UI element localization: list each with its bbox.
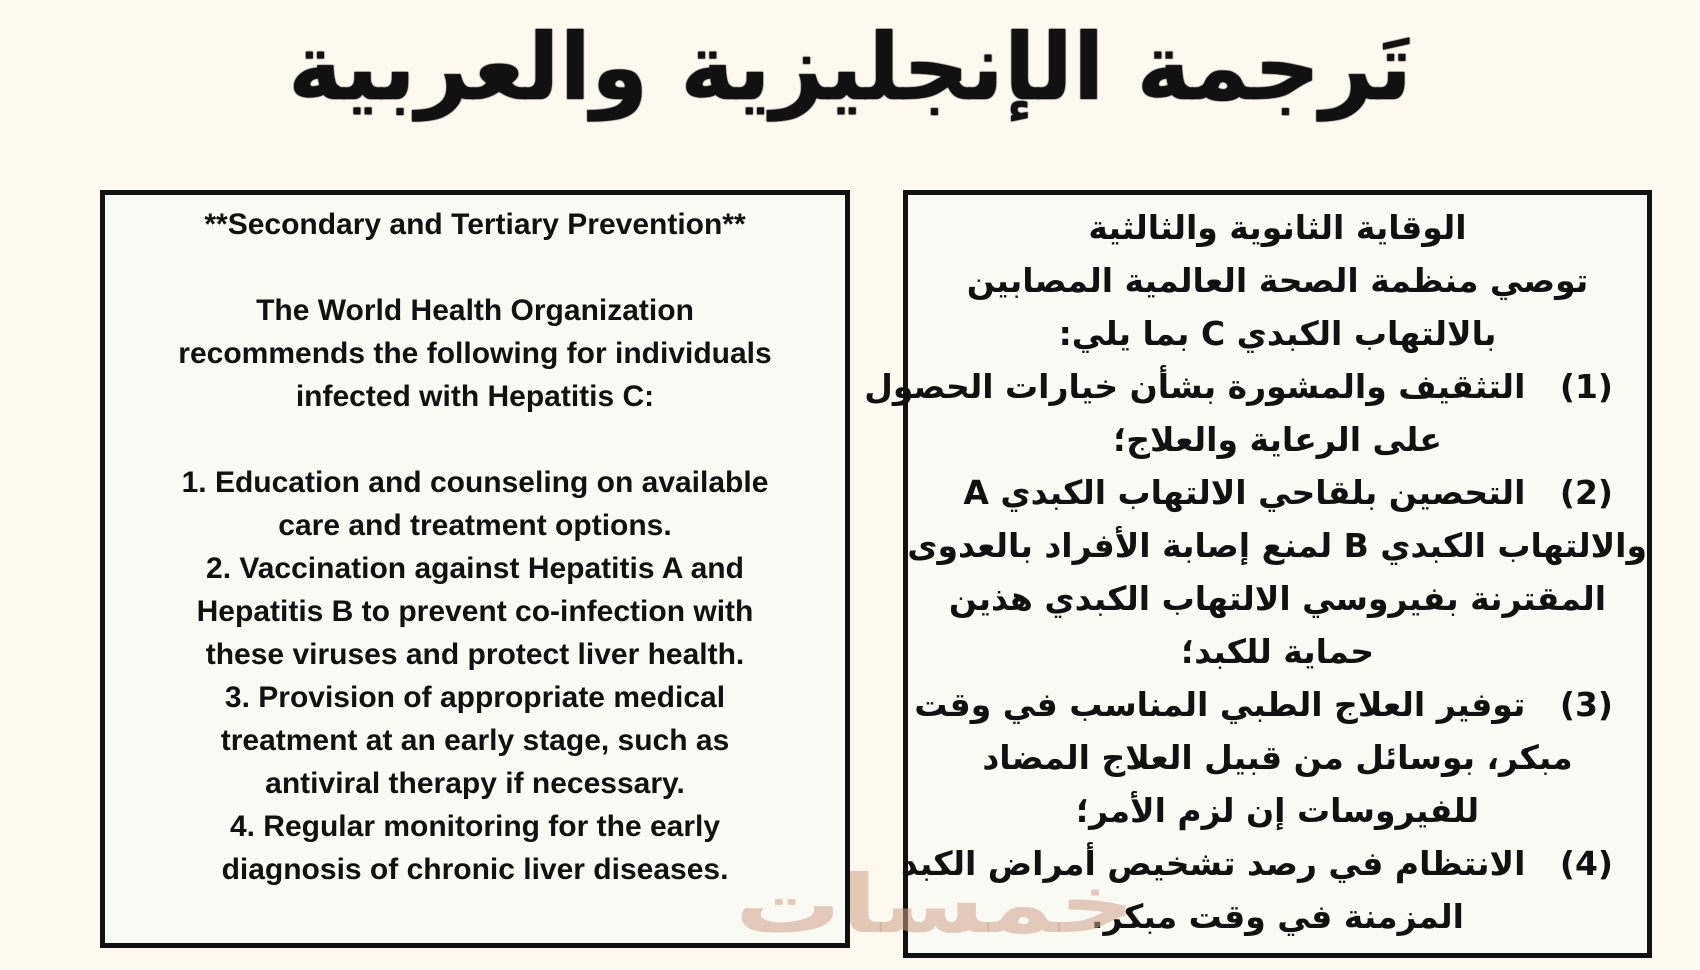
arabic-text-line: بالالتهاب الكبدي C بما يلي:	[1058, 314, 1497, 353]
english-list-line: 1. Education and counseling on available	[181, 466, 769, 499]
khamsat-watermark: خمسات	[735, 858, 1136, 951]
arabic-list-line: (3) توفير العلاج الطبي المناسب في وقت	[914, 685, 1613, 724]
english-blank-line	[105, 246, 845, 289]
arabic-text-line: للفيروسات إن لزم الأمر؛	[1075, 791, 1480, 830]
english-list-line: treatment at an early stage, such as	[220, 724, 730, 757]
english-list-line: 2. Vaccination against Hepatitis A and	[206, 552, 744, 585]
page-title: تَرجمة الإنجليزية والعربية	[287, 14, 1413, 121]
arabic-heading-line: الوقاية الثانوية والثالثية	[1088, 208, 1467, 247]
english-list-line: these viruses and protect liver health.	[205, 638, 745, 671]
arabic-list-line: (1) التثقيف والمشورة بشأن خيارات الحصول	[864, 367, 1613, 406]
english-list-line: 4. Regular monitoring for the early	[229, 810, 721, 843]
arabic-list-line: (2) التحصين بلقاحي الالتهاب الكبدي A	[963, 473, 1613, 512]
arabic-text-line: المزمنة في وقت مبكر.	[1091, 897, 1464, 936]
english-text-line: The World Health Organization	[256, 294, 694, 327]
arabic-translation-box	[864, 190, 1652, 958]
arabic-text-line: توصي منظمة الصحة العالمية المصابين	[966, 261, 1589, 300]
arabic-text-line: على الرعاية والعلاج؛	[1113, 420, 1442, 459]
english-blank-line	[105, 418, 845, 461]
english-heading-line: **Secondary and Tertiary Prevention**	[204, 208, 746, 241]
english-text-line: recommends the following for individuals	[178, 337, 772, 370]
english-translation-box	[100, 190, 850, 948]
arabic-list-line: (4) الانتظام في رصد تشخيص أمراض الكبد	[900, 844, 1613, 883]
english-text-line: infected with Hepatitis C:	[295, 380, 655, 413]
english-list-line: 3. Provision of appropriate medical	[224, 681, 726, 714]
english-list-line: diagnosis of chronic liver diseases.	[221, 853, 729, 886]
english-list-line: Hepatitis B to prevent co-infection with	[196, 595, 754, 628]
arabic-text-line: المقترنة بفيروسي الالتهاب الكبدي هذين	[948, 579, 1607, 618]
arabic-text-line: حماية للكبد؛	[1181, 632, 1374, 671]
arabic-text-line: مبكر، بوسائل من قبيل العلاج المضاد	[982, 738, 1573, 777]
arabic-text-line: والالتهاب الكبدي B لمنع إصابة الأفراد بالعدوى	[907, 526, 1647, 565]
english-list-line: care and treatment options.	[278, 509, 672, 542]
english-list-line: antiviral therapy if necessary.	[265, 767, 685, 800]
